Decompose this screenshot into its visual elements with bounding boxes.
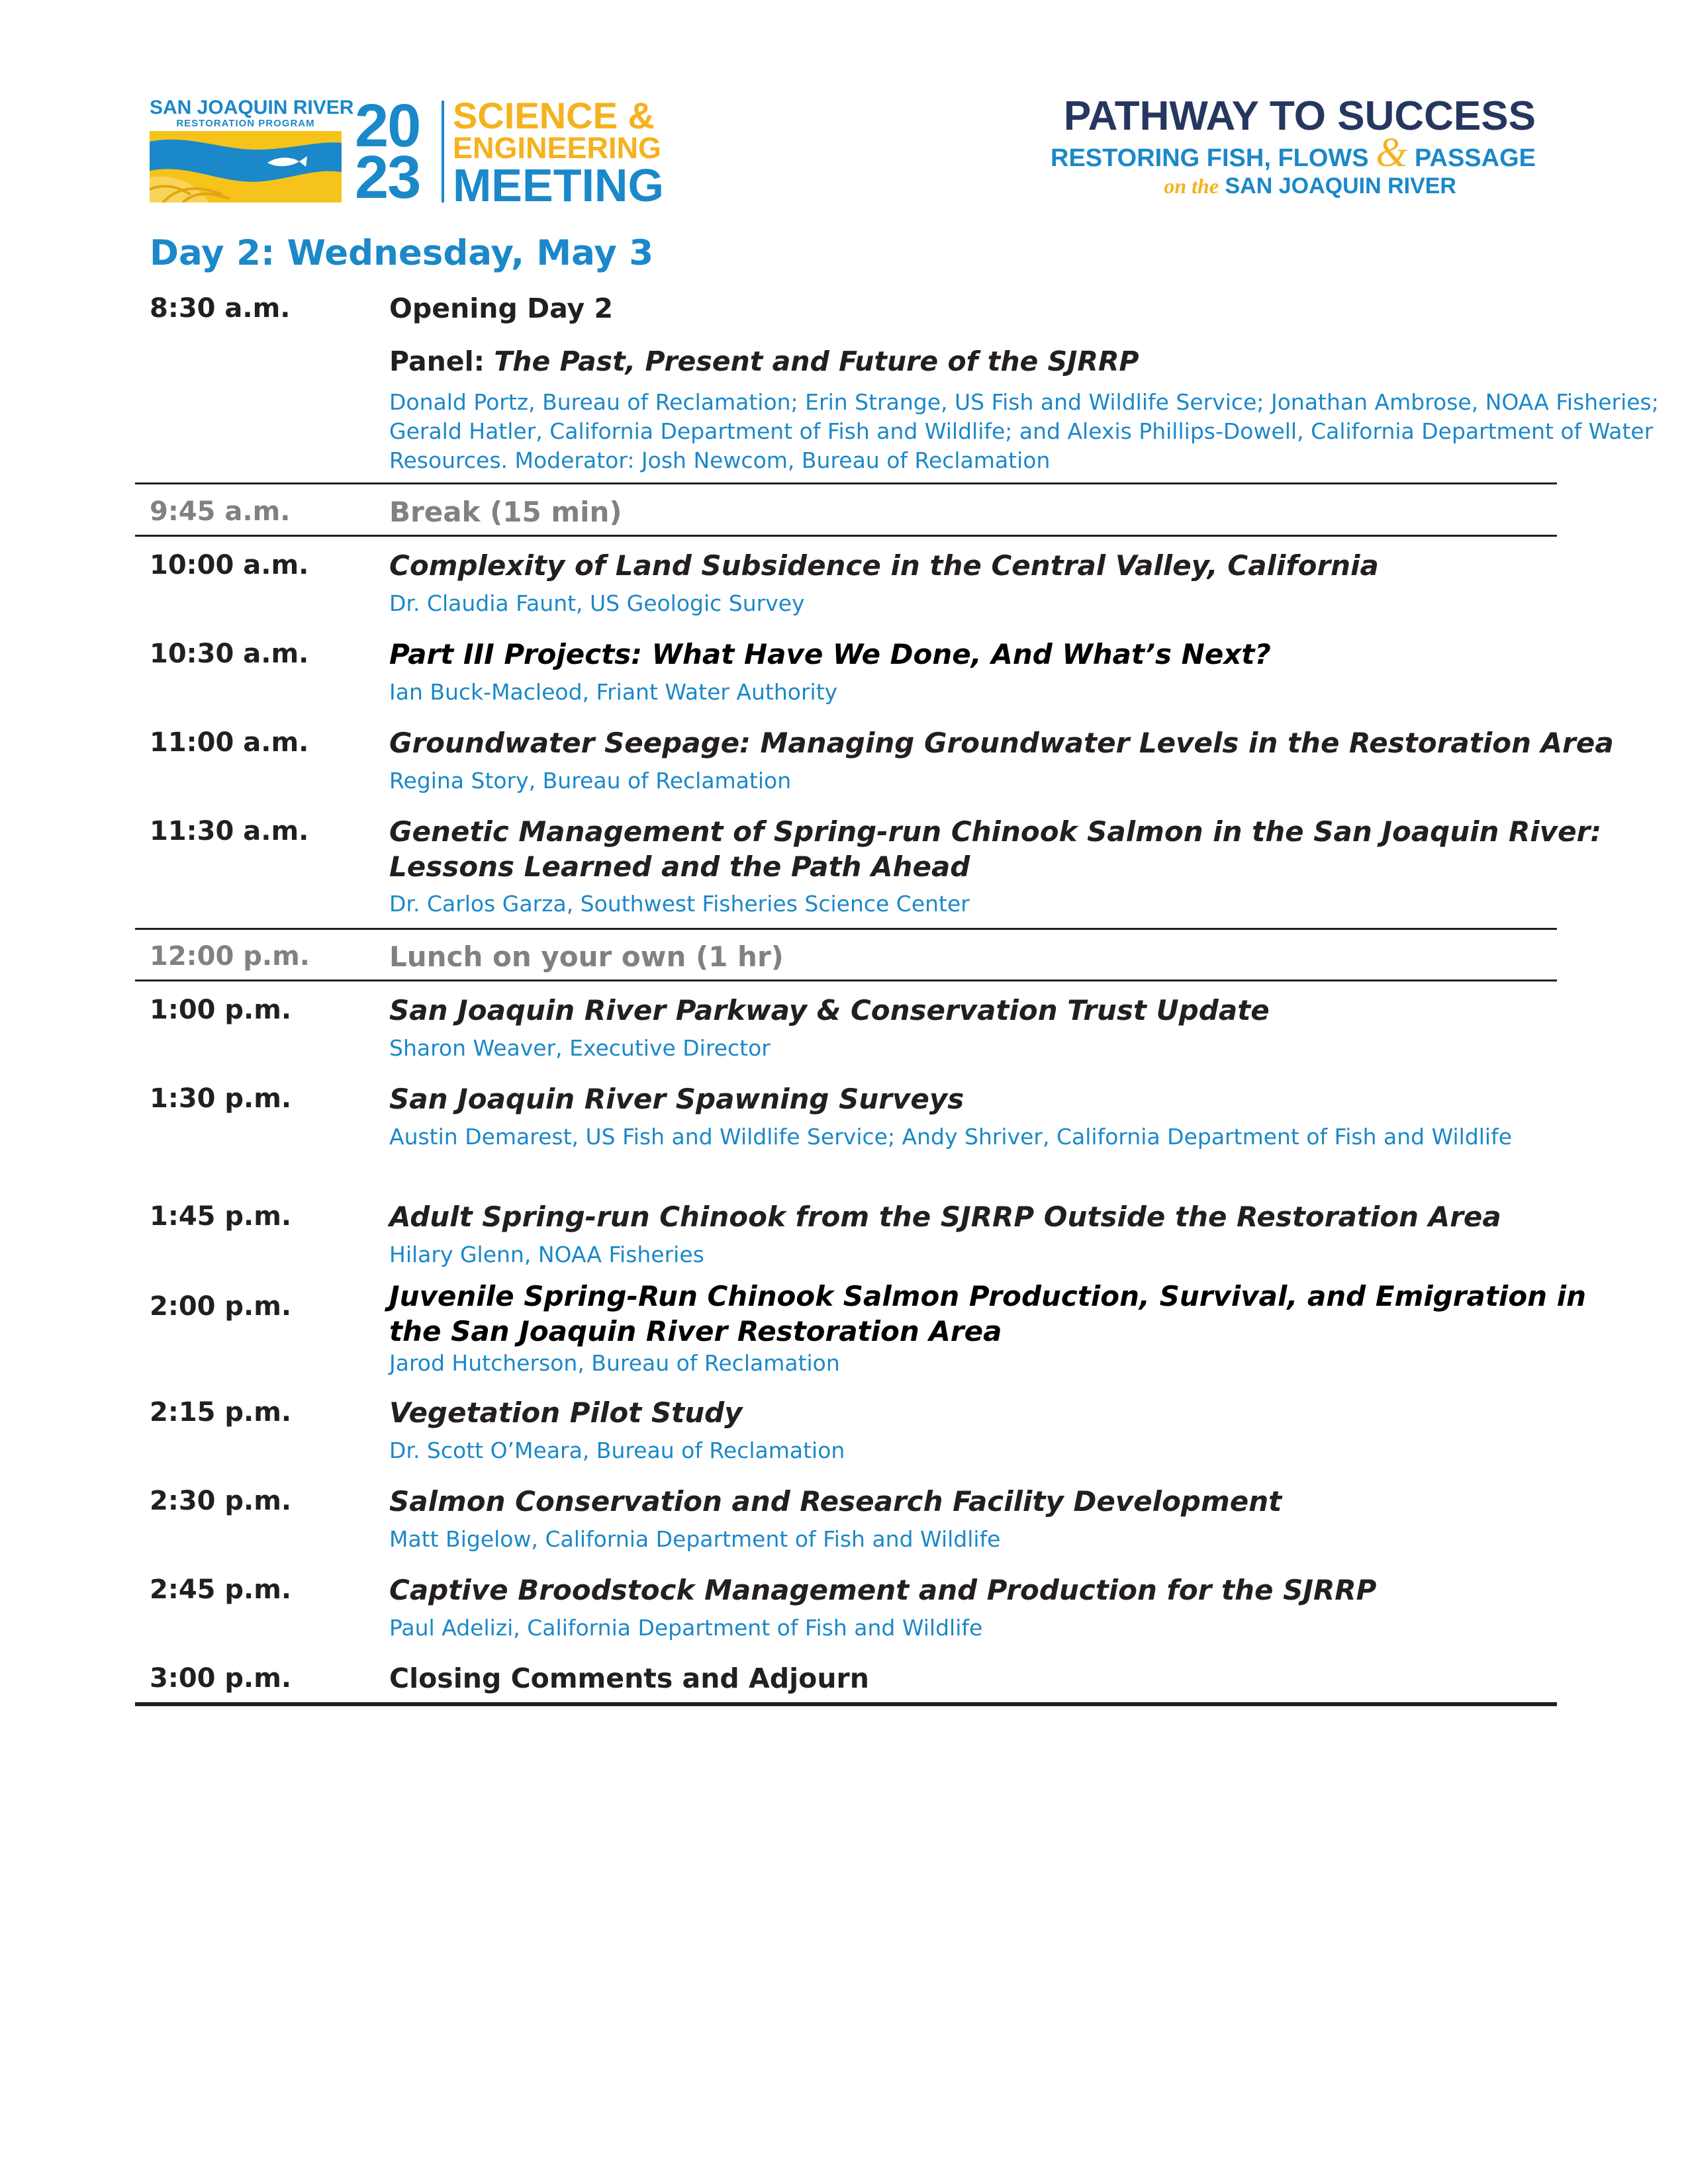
session-speakers: Regina Story, Bureau of Reclamation [389, 768, 792, 794]
pathway-sub-part2: PASSAGE [1407, 144, 1536, 172]
session-speakers: Paul Adelizi, California Department of Fish and Wildlife [389, 1615, 983, 1641]
session-time: 8:30 a.m. [150, 293, 291, 324]
session-title: Break (15 min) [389, 496, 622, 528]
session-title: Lunch on your own (1 hr) [389, 940, 784, 973]
session-time: 2:00 p.m. [150, 1291, 292, 1322]
session-speakers: Matt Bigelow, California Department of Fish and Wildlife [389, 1526, 1001, 1552]
session-title: Vegetation Pilot Study [389, 1396, 743, 1429]
session-speakers: Jarod Hutcherson, Bureau of Reclamation [389, 1350, 840, 1376]
logo-engineering: ENGINEERING [453, 131, 662, 165]
session-title: Opening Day 2 [389, 293, 614, 324]
session-time: 12:00 p.m. [150, 941, 310, 972]
sjrrp-meeting-logo [150, 92, 683, 211]
session-speakers: Dr. Scott O’Meara, Bureau of Reclamation [389, 1437, 845, 1463]
pathway-subtitle [1051, 130, 1536, 175]
session-speakers: Donald Portz, Bureau of Reclamation; Erin Strange, US Fish and Wildlife Service; Jonathan Ambrose, NOAA Fisheries; Gerald Hatler, California Department of Fish and Wildlife; and Alexis Phillips-Dowell, California Department of Water Resources. Moderator: Josh Newcom, Bureau of Reclamation [389, 389, 1659, 473]
session-speakers: Dr. Carlos Garza, Southwest Fisheries Science Center [389, 891, 970, 917]
session-title: Juvenile Spring-Run Chinook Salmon Production, Survival, and Emigration in the San Joaquin River Restoration Area [389, 1280, 1586, 1347]
session-title: Salmon Conservation and Research Facility Development [389, 1485, 1282, 1518]
session-speakers: Dr. Claudia Faunt, US Geologic Survey [389, 590, 805, 616]
logo-year-bottom: 23 [355, 144, 420, 211]
divider [135, 482, 1557, 484]
logo-meeting: MEETING [453, 159, 664, 211]
logo-org-subtitle: RESTORATION PROGRAM [176, 118, 315, 129]
river-fish-graphic [150, 131, 342, 203]
pathway-to-success-logo [1033, 93, 1536, 199]
session-title: San Joaquin River Parkway & Conservation Trust Update [389, 994, 1270, 1026]
divider [135, 928, 1557, 930]
session-title: Part III Projects: What Have We Done, And What’s Next? [389, 638, 1271, 670]
session-speakers: Ian Buck-Macleod, Friant Water Authority [389, 679, 838, 705]
logo-org-name: SAN JOAQUIN RIVER [150, 97, 354, 118]
divider [135, 979, 1557, 981]
session-time: 2:30 p.m. [150, 1486, 292, 1516]
session-title: San Joaquin River Spawning Surveys [389, 1083, 964, 1115]
session-time: 3:00 p.m. [150, 1663, 292, 1694]
session-time: 2:15 p.m. [150, 1397, 292, 1428]
pathway-river: SAN JOAQUIN RIVER [1219, 173, 1456, 199]
pathway-sub-part1: RESTORING FISH, FLOWS [1051, 144, 1376, 172]
pathway-subtitle-2 [1164, 173, 1456, 199]
divider [135, 535, 1557, 537]
pathway-ampersand: & [1376, 130, 1408, 175]
session-speakers: Austin Demarest, US Fish and Wildlife Service; Andy Shriver, California Department of Fish and Wildlife [389, 1124, 1513, 1150]
session-time: 10:00 a.m. [150, 550, 309, 580]
session-time: 1:00 p.m. [150, 995, 292, 1025]
session-title: Groundwater Seepage: Managing Groundwater Levels in the Restoration Area [389, 727, 1614, 759]
schedule-end-divider [135, 1702, 1557, 1706]
session-time: 9:45 a.m. [150, 496, 291, 527]
pathway-on-the: on the [1164, 174, 1219, 198]
session-time: 1:30 p.m. [150, 1083, 292, 1114]
logo-year-top: 20 [355, 92, 420, 159]
session-title: Adult Spring-run Chinook from the SJRRP Outside the Restoration Area [389, 1201, 1501, 1233]
logo-science: SCIENCE & [453, 95, 655, 136]
session-speakers: Hilary Glenn, NOAA Fisheries [389, 1242, 704, 1267]
session-speakers: Sharon Weaver, Executive Director [389, 1035, 771, 1061]
session-time: 11:30 a.m. [150, 816, 309, 846]
logo-divider [442, 101, 444, 203]
session-time: 2:45 p.m. [150, 1574, 292, 1605]
pathway-title: PATHWAY TO SUCCESS [1063, 93, 1536, 139]
session-title: Genetic Management of Spring-run Chinook Salmon in the San Joaquin River: Lessons Learned and the Path Ahead [389, 815, 1602, 883]
session-title: Complexity of Land Subsidence in the Central Valley, California [389, 549, 1379, 582]
session-time: 1:45 p.m. [150, 1201, 292, 1232]
panel-title [389, 344, 1660, 379]
session-time: 11:00 a.m. [150, 727, 309, 758]
session-title: Closing Comments and Adjourn [389, 1662, 869, 1694]
session-title: Captive Broodstock Management and Production for the SJRRP [389, 1574, 1377, 1606]
session-time: 10:30 a.m. [150, 639, 309, 669]
panel-name: The Past, Present and Future of the SJRRP [494, 345, 1139, 377]
day-heading: Day 2: Wednesday, May 3 [150, 233, 654, 273]
panel-prefix: Panel: [389, 345, 494, 377]
